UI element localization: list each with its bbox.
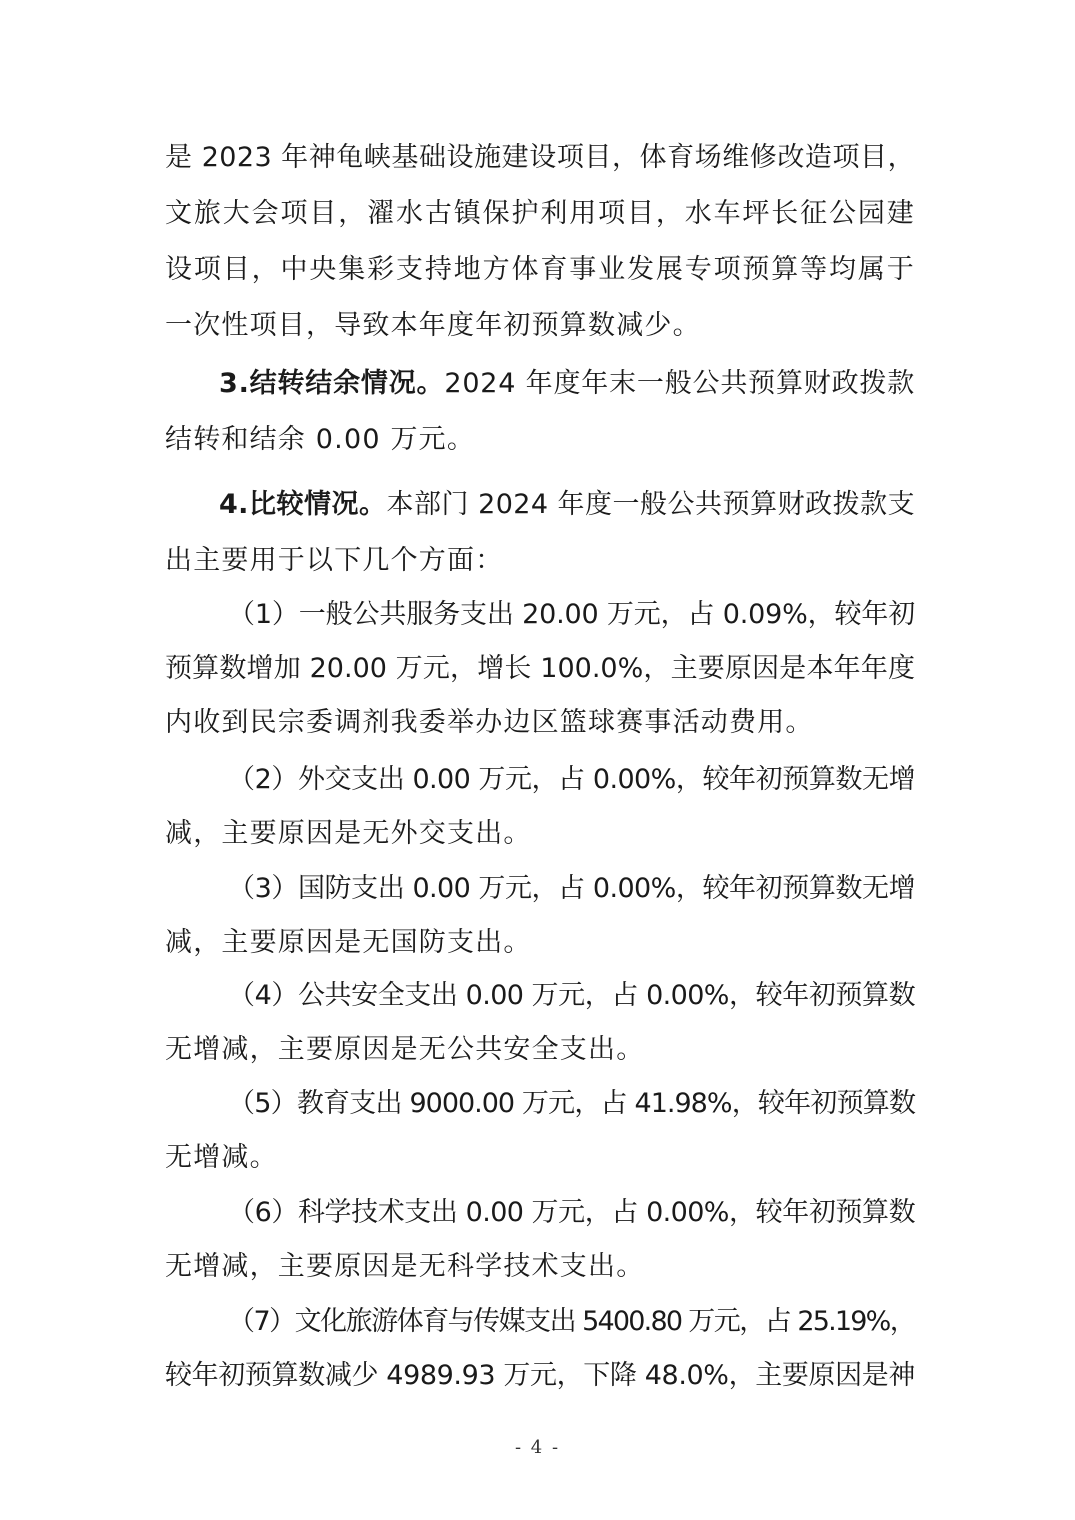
list-item-line: 预算数增加 20.00 万元，增长 100.0%，主要原因是本年年度 — [165, 653, 915, 684]
list-item-line: （2）外交支出 0.00 万元，占 0.00%，较年初预算数无增 — [228, 764, 915, 795]
list-item-line: 内收到民宗委调剂我委举办边区篮球赛事活动费用。 — [165, 707, 814, 738]
list-item-line: 无增减。 — [165, 1142, 278, 1173]
list-item-line: 减，主要原因是无国防支出。 — [165, 927, 532, 958]
paragraph-line: 一次性项目，导致本年度年初预算数减少。 — [165, 310, 701, 341]
list-item-line: （7）文化旅游体育与传媒支出 5400.80 万元，占 25.19%， — [228, 1306, 915, 1337]
list-item-line: （5）教育支出 9000.00 万元，占 41.98%，较年初预算数 — [228, 1088, 915, 1119]
list-item-line: （6）科学技术支出 0.00 万元，占 0.00%，较年初预算数 — [228, 1197, 915, 1228]
section-4-text: 本部门 2024 年度一般公共预算财政拨款支 — [386, 489, 916, 520]
paragraph-line: 设项目，中央集彩支持地方体育事业发展专项预算等均属于 — [165, 254, 915, 285]
list-item-line: 较年初预算数减少 4989.93 万元，下降 48.0%，主要原因是神 — [165, 1360, 915, 1391]
list-item-line: 无增减，主要原因是无科学技术支出。 — [165, 1251, 645, 1282]
page-number: - 4 - — [514, 1437, 561, 1458]
list-item-line: （4）公共安全支出 0.00 万元，占 0.00%，较年初预算数 — [228, 980, 915, 1011]
list-item-line: 无增减，主要原因是无公共安全支出。 — [165, 1034, 645, 1065]
section-4-line: 出主要用于以下几个方面： — [165, 545, 504, 576]
section-3-line — [219, 366, 915, 402]
section-3-line: 结转和结余 0.00 万元。 — [165, 424, 476, 455]
section-3-text: 2024 年度年末一般公共预算财政拨款 — [444, 368, 915, 399]
paragraph-line: 是 2023 年神龟峡基础设施建设项目，体育场维修改造项目， — [165, 142, 915, 173]
section-3-heading: 3.结转结余情况。 — [219, 368, 445, 399]
list-item-line: （3）国防支出 0.00 万元，占 0.00%，较年初预算数无增 — [228, 873, 915, 904]
section-4-line — [219, 487, 915, 523]
list-item-line: 减，主要原因是无外交支出。 — [165, 818, 532, 849]
list-item-line: （1）一般公共服务支出 20.00 万元，占 0.09%，较年初 — [228, 599, 915, 630]
section-4-heading: 4.比较情况。 — [219, 489, 387, 520]
paragraph-line: 文旅大会项目，濯水古镇保护利用项目，水车坪长征公园建 — [165, 198, 915, 229]
